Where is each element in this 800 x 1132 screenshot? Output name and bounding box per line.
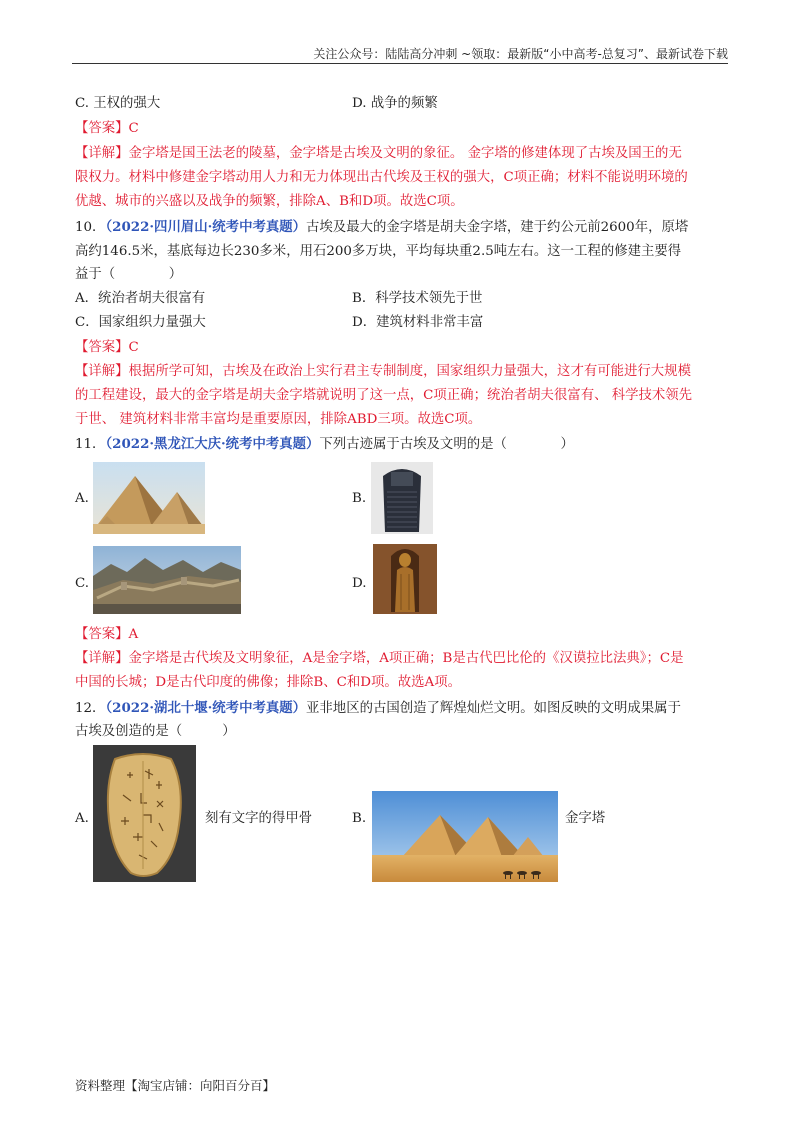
q10-stem-text: 古埃及最大的金字塔是胡夫金字塔，建于约公元前2600年，原塔 <box>306 220 689 235</box>
q10-option-b: B．科学技术领先于世 <box>352 291 483 306</box>
q12-stem-line-2: 古埃及创造的是（ ） <box>75 724 236 739</box>
q11-source: （2022·黑龙江大庆·统考中考真题） <box>105 436 320 452</box>
q9-option-d: D. 战争的频繁 <box>352 96 438 111</box>
q11-image-b-code-stele <box>371 462 433 534</box>
pyramids-image <box>93 462 205 534</box>
q10-source: （2022·四川眉山·统考中考真题） <box>105 219 307 235</box>
q12-number: 12． <box>75 701 106 716</box>
q10-stem-line-1 <box>75 216 688 239</box>
q12-caption-b: 金字塔 <box>565 811 606 826</box>
q12-label-a: A. <box>75 811 89 826</box>
q11-detail-line-2: 中国的长城；D是古代印度的佛像；排除B、C和D项。故选A项。 <box>75 675 461 690</box>
q11-image-d-buddha-statue <box>373 544 437 614</box>
q11-stem-text: 下列古迹属于古埃及文明的是（ ） <box>319 437 574 452</box>
q11-label-a: A. <box>75 491 89 506</box>
q12-label-b: B. <box>352 811 367 826</box>
q11-answer: 【答案】A <box>75 627 139 642</box>
oracle-bone-image <box>93 745 196 882</box>
great-wall-image <box>93 546 241 614</box>
q10-option-d: D．建筑材料非常丰富 <box>352 315 484 330</box>
q11-detail-line-1: 【详解】金字塔是古代埃及文明象征，A是金字塔，A项正确；B是古代巴比伦的《汉谟拉比法典》；C是 <box>75 651 684 666</box>
q10-detail-line-1: 【详解】根据所学可知，古埃及在政治上实行君主专制制度，国家组织力量强大，这才有可能进行大规模 <box>75 364 691 379</box>
stele-image <box>371 462 433 534</box>
q11-image-a-pyramids <box>93 462 205 534</box>
q12-stem-line-1 <box>75 697 681 720</box>
q10-number: 10． <box>75 220 106 235</box>
q10-option-c: C．国家组织力量强大 <box>75 315 206 330</box>
q11-stem <box>75 433 574 456</box>
q12-image-b-pyramids <box>372 791 558 882</box>
q12-source: （2022·湖北十堰·统考中考真题） <box>105 700 307 716</box>
q9-detail-line-2: 限权力。材料中修建金字塔动用人力和无力体现出古代埃及王权的强大，C项正确；材料不能说明环境的 <box>75 170 688 185</box>
q11-label-b: B. <box>352 491 367 506</box>
q11-label-d: D. <box>352 576 367 591</box>
page-footer: 资料整理【淘宝店铺：向阳百分百】 <box>75 1078 276 1093</box>
q9-answer: 【答案】C <box>75 121 139 136</box>
q9-detail-line-3: 优越、城市的兴盛以及战争的频繁，排除A、B和D项。故选C项。 <box>75 194 464 209</box>
buddha-image <box>373 544 437 614</box>
q9-detail-line-1: 【详解】金字塔是国王法老的陵墓，金字塔是古埃及文明的象征。 金字塔的修建体现了古埃及国王的无 <box>75 146 682 161</box>
q10-detail-line-2: 的工程建设，最大的金字塔是胡夫金字塔就说明了这一点，C项正确；统治者胡夫很富有、 科学技术领先 <box>75 388 693 403</box>
q12-stem-text: 亚非地区的古国创造了辉煌灿烂文明。如图反映的文明成果属于 <box>306 701 681 716</box>
q10-stem-line-3: 益于（ ） <box>75 267 183 282</box>
q11-image-c-great-wall <box>93 546 241 614</box>
q9-option-c: C. 王权的强大 <box>75 96 161 111</box>
q12-caption-a: 刻有文字的得甲骨 <box>205 811 313 826</box>
q11-label-c: C. <box>75 576 90 591</box>
q11-number: 11． <box>75 437 106 452</box>
q10-stem-line-2: 高约146.5米，基底每边长230多米，用石200多万块，平均每块重2.5吨左右。这一工程的修建主要得 <box>75 244 682 259</box>
q12-image-a-oracle-bone <box>93 745 196 882</box>
q10-detail-line-3: 于世、 建筑材料非常丰富均是重要原因，排除ABD三项。故选C项。 <box>75 412 482 427</box>
header-rule <box>72 63 728 64</box>
pyramids-desert-image <box>372 791 558 882</box>
q10-option-a: A．统治者胡夫很富有 <box>75 291 206 306</box>
page-header: 关注公众号：陆陆高分冲刺 ~领取：最新版“小中高考-总复习”、最新试卷下载 <box>313 47 728 61</box>
q10-answer: 【答案】C <box>75 340 139 355</box>
